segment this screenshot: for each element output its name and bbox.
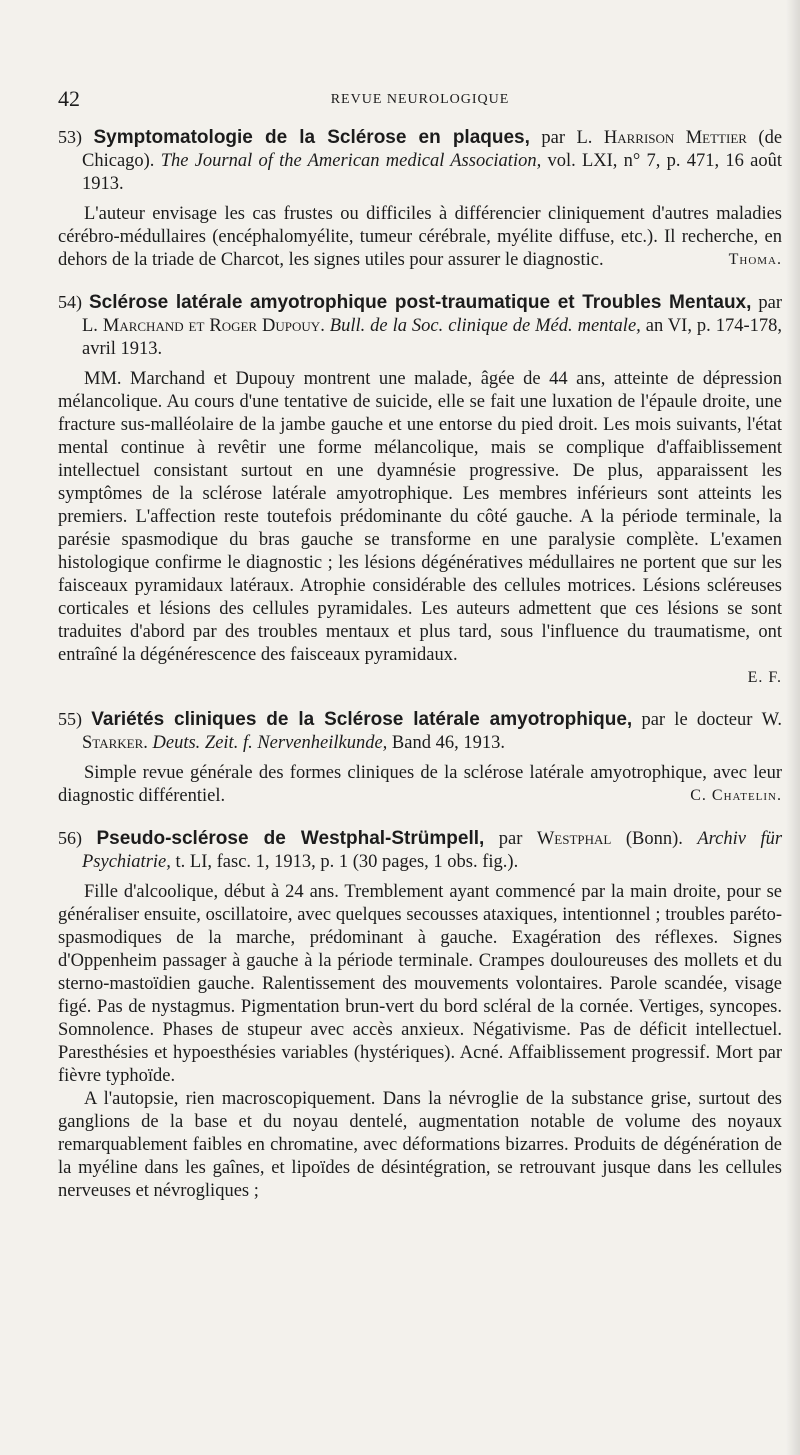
summary-paragraph: [58, 762, 782, 808]
entry-number: 53): [58, 127, 82, 147]
entry-number: 56): [58, 828, 82, 848]
entry-author: L. Harrison Mettier: [576, 128, 747, 148]
reviewer-signature: C. Chatelin.: [690, 787, 782, 804]
journal-name: Archiv für Psychiatrie,: [82, 829, 783, 872]
reviewer-signature: Thoma.: [728, 251, 782, 268]
reference-line: [58, 291, 782, 361]
reference-line: [58, 126, 782, 196]
ref-middle: (Bonn).: [625, 829, 683, 849]
entry-title: Variétés cliniques de la Sclérose latérale amyotrophique,: [91, 709, 633, 730]
reviewer-signature: E. F.: [747, 669, 782, 686]
entry-title: Symptomatologie de la Sclérose en plaques,: [93, 127, 530, 148]
summary-paragraph: A l'autopsie, rien macroscopiquement. Dans la névroglie de la substance grise, surtout des ganglions de la base et du noyau dentelé, augmentation notable de volume des noyaux remarquablement faibles en chromatine, avec déformations bizarres. Produits de dégénération de la myéline dans les gaînes, et lipoïdes de désintégration, se retrouvant jusque dans les cellules nerveuses et névrogliques ;: [58, 1089, 782, 1201]
reference-line: [58, 827, 782, 874]
ref-prefix: par le docteur: [641, 710, 753, 730]
journal-name: Bull. de la Soc. clinique de Méd. mentale,: [329, 316, 641, 336]
abstract-entry-54: [58, 291, 782, 689]
entry-author: W. Starker.: [82, 710, 783, 753]
entry-title: Sclérose latérale amyotrophique post-traumatique et Troubles Mentaux,: [88, 292, 752, 313]
summary-paragraph: MM. Marchand et Dupouy montrent une malade, âgée de 44 ans, atteinte de dépression mélancolique. Au cours d'une tentative de suicide, elle se fait une luxation de l'épaule droite, une fracture sus-malléolaire de la jambe gauche et une entorse du pied droit. Les mois suivants, l'état mental continue à revêtir une forme mélancolique, mais se complique d'affaiblissement intellectuel consistant surtout en une dyamnésie progressive. De plus, apparaissent les symptômes de la sclérose latérale amyotrophique. Les membres inférieurs sont atteints les premiers. L'affection reste toutefois prédominante du côté gauche. A la période terminale, la parésie spasmodique du bras gauche se transforme en une paralysie complète. L'examen histologique confirme le diagnostic ; les lésions dégénératives médullaires ne portent que sur les faisceaux pyramidaux latéraux. Atrophie considérable des cellules motrices. Lésions scléreuses corticales et lésions des cellules pyramidales. Les auteurs admettent que ces lésions se sont traduites d'abord par des troubles mentaux et plus tard, sous l'influence du traumatisme, ont entraîné la dégénérescence des faisceaux pyramidaux.: [58, 369, 782, 665]
ref-details: vol. LXI, n° 7, p. 471, 16 août 1913.: [82, 151, 783, 194]
entry-author: L. Marchand et Roger Dupouy.: [82, 316, 325, 336]
ref-details: t. LI, fasc. 1, 1913, p. 1 (30 pages, 1 obs. fig.).: [175, 852, 519, 872]
ref-details: an VI, p. 174-178, avril 1913.: [82, 316, 783, 359]
abstract-entry-53: [58, 126, 782, 272]
abstracts-column: [58, 126, 782, 1222]
page-number: 42: [58, 86, 80, 111]
summary-text: L'auteur envisage les cas frustes ou difficiles à différencier cliniquement d'autres maladies cérébro-médullaires (encéphalomyélite, tumeur cérébrale, myélite diffuse, etc.). Il recherche, en dehors de la triade de Charcot, les signes utiles pour assurer le diagnostic.: [58, 204, 782, 270]
entry-number: 54): [58, 292, 82, 312]
journal-name: The Journal of the American medical Association,: [160, 151, 542, 171]
entry-title: Pseudo-sclérose de Westphal-Strümpell,: [96, 828, 485, 849]
summary-paragraph: [58, 203, 782, 272]
entry-author: Westphal: [536, 829, 612, 849]
page-edge-shadow: [786, 0, 800, 1455]
abstract-entry-55: [58, 708, 782, 808]
reference-line: [58, 708, 782, 755]
journal-name: Deuts. Zeit. f. Nervenheilkunde,: [152, 733, 388, 753]
entry-number: 55): [58, 709, 82, 729]
ref-prefix: par: [541, 128, 565, 148]
summary-text: Simple revue générale des formes cliniques de la sclérose latérale amyotrophique, avec leur diagnostic différentiel.: [58, 763, 782, 806]
ref-middle: (de Chicago).: [82, 128, 783, 171]
summary-paragraph: Fille d'alcoolique, début à 24 ans. Tremblement ayant commencé par la main droite, pour se généraliser ensuite, oscillatoire, avec quelques secousses ataxiques, intentionnel ; troubles paréto-spasmodiques de la marche, prédominant à gauche. Exagération des réflexes. Signes d'Oppenheim passager à gauche à la période terminale. Crampes douloureuses des mollets et du sterno-mastoïdien gauche. Ralentissement des mouvements volontaires. Parole scandée, visage figé. Pas de nystagmus. Pigmentation brun-vert du bord scléral de la cornée. Vertiges, syncopes. Somnolence. Phases de stupeur avec accès anxieux. Négativisme. Pas de déficit intellectuel. Paresthésies et hypoesthésies variables (hystériques). Acné. Affaiblissement progressif. Mort par fièvre typhoïde.: [58, 882, 782, 1086]
ref-prefix: par: [758, 293, 783, 313]
ref-prefix: par: [498, 829, 523, 849]
running-title: REVUE NEUROLOGIQUE: [330, 92, 510, 107]
abstract-entry-56: [58, 827, 782, 1203]
ref-details: Band 46, 1913.: [391, 733, 505, 753]
page-header: [58, 86, 782, 112]
